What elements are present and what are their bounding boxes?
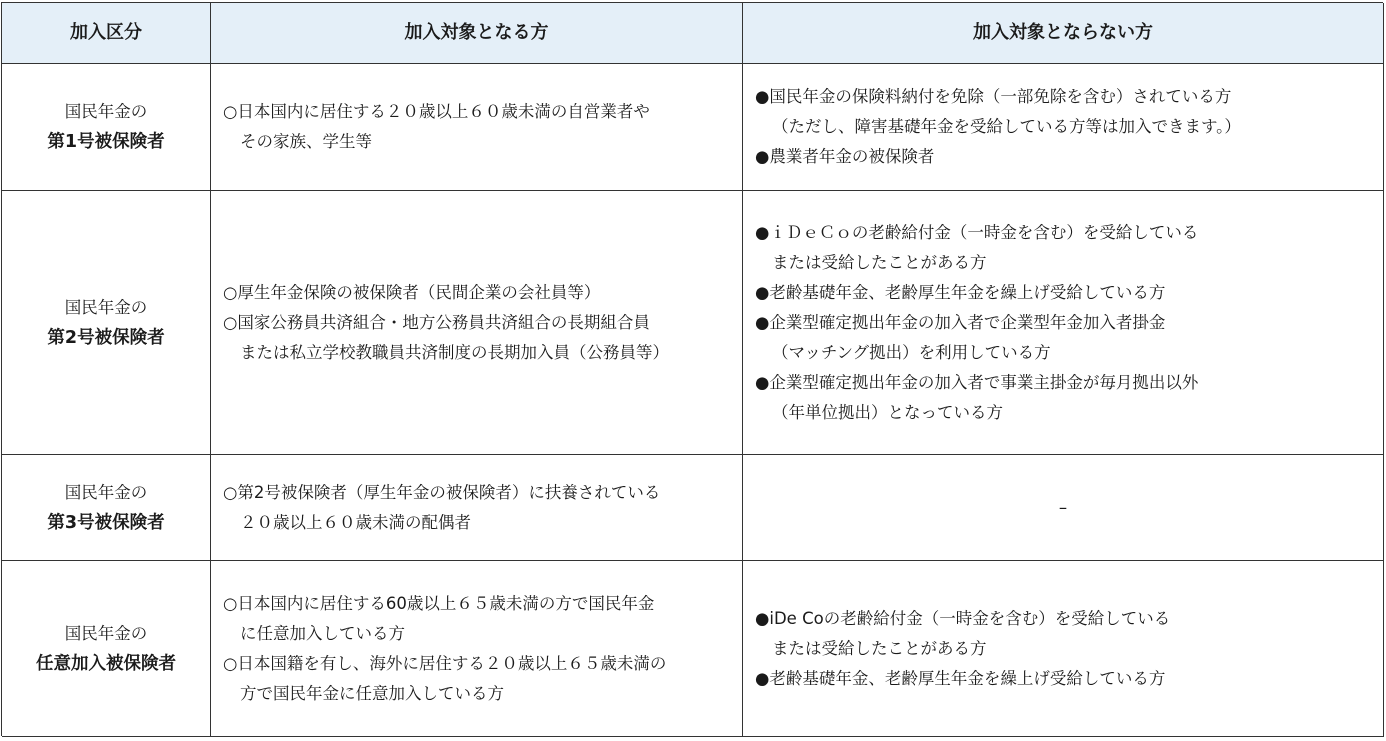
category-cell <box>2 64 211 191</box>
header-eligible: 加入対象となる方 <box>211 3 743 64</box>
eligible-line: ○日本国内に居住する２０歳以上６０歳未満の自営業者や <box>223 102 650 121</box>
ineligible-line: （ただし、障害基礎年金を受給している方等は加入できます。） <box>772 117 1241 136</box>
category-name: 任意加入被保険者 <box>36 653 176 674</box>
category-prefix: 国民年金の <box>64 297 148 317</box>
category-name: 第3号被保険者 <box>47 512 165 533</box>
not-applicable-dash: – <box>1058 497 1068 517</box>
eligible-line: ○国家公務員共済組合・地方公務員共済組合の長期組合員 <box>223 312 650 332</box>
ineligible-cell <box>743 64 1384 191</box>
ineligible-cell <box>743 191 1384 455</box>
eligible-line: ２０歳以上６０歳未満の配偶者 <box>240 512 471 532</box>
ineligible-line: （年単位拠出）となっている方 <box>772 402 1003 422</box>
category-prefix: 国民年金の <box>64 623 148 643</box>
ineligible-line: ●農業者年金の被保険者 <box>755 147 935 166</box>
category-prefix: 国民年金の <box>64 482 148 502</box>
ineligible-cell <box>743 455 1384 561</box>
eligible-cell <box>211 455 743 561</box>
ineligible-line: または受給したことがある方 <box>772 252 987 272</box>
header-category: 加入区分 <box>2 3 211 64</box>
category-name: 第2号被保険者 <box>47 327 165 348</box>
eligible-line: ○厚生年金保険の被保険者（民間企業の会社員等） <box>223 282 601 302</box>
ineligible-line: ●ｉＤｅＣｏの老齢給付金（一時金を含む）を受給している <box>755 222 1199 242</box>
ineligible-line: ●老齢基礎年金、老齢厚生年金を繰上げ受給している方 <box>755 668 1166 688</box>
ineligible-cell <box>743 561 1384 737</box>
eligible-line: または私立学校教職員共済制度の長期加入員（公務員等） <box>240 342 669 362</box>
eligible-cell <box>211 64 743 191</box>
eligible-line: ○日本国内に居住する60歳以上６５歳未満の方で国民年金 <box>223 593 655 613</box>
ineligible-line: ●iDe Coの老齢給付金（一時金を含む）を受給している <box>755 608 1171 628</box>
header-ineligible: 加入対象とならない方 <box>743 3 1384 64</box>
eligible-line: 方で国民年金に任意加入している方 <box>240 683 504 703</box>
eligible-line: その家族、学生等 <box>240 132 372 151</box>
ineligible-line: ●企業型確定拠出年金の加入者で企業型年金加入者掛金 <box>755 312 1166 332</box>
ineligible-line: （マッチング拠出）を利用している方 <box>772 342 1051 362</box>
ineligible-line: または受給したことがある方 <box>772 638 987 658</box>
category-cell <box>2 561 211 737</box>
category-cell <box>2 191 211 455</box>
eligible-cell <box>211 191 743 455</box>
eligibility-table <box>1 2 1383 736</box>
eligible-line: に任意加入している方 <box>240 623 405 643</box>
ineligible-line: ●企業型確定拠出年金の加入者で事業主掛金が毎月拠出以外 <box>755 372 1199 392</box>
ineligible-line: ●老齢基礎年金、老齢厚生年金を繰上げ受給している方 <box>755 282 1166 302</box>
ineligible-line: ●国民年金の保険料納付を免除（一部免除を含む）されている方 <box>755 87 1232 106</box>
eligible-line: ○日本国籍を有し、海外に居住する２０歳以上６５歳未満の <box>223 653 667 673</box>
category-cell <box>2 455 211 561</box>
eligible-line: ○第2号被保険者（厚生年金の被保険者）に扶養されている <box>223 482 661 502</box>
eligible-cell <box>211 561 743 737</box>
category-prefix: 国民年金の <box>64 102 148 121</box>
category-name: 第1号被保険者 <box>47 132 165 152</box>
